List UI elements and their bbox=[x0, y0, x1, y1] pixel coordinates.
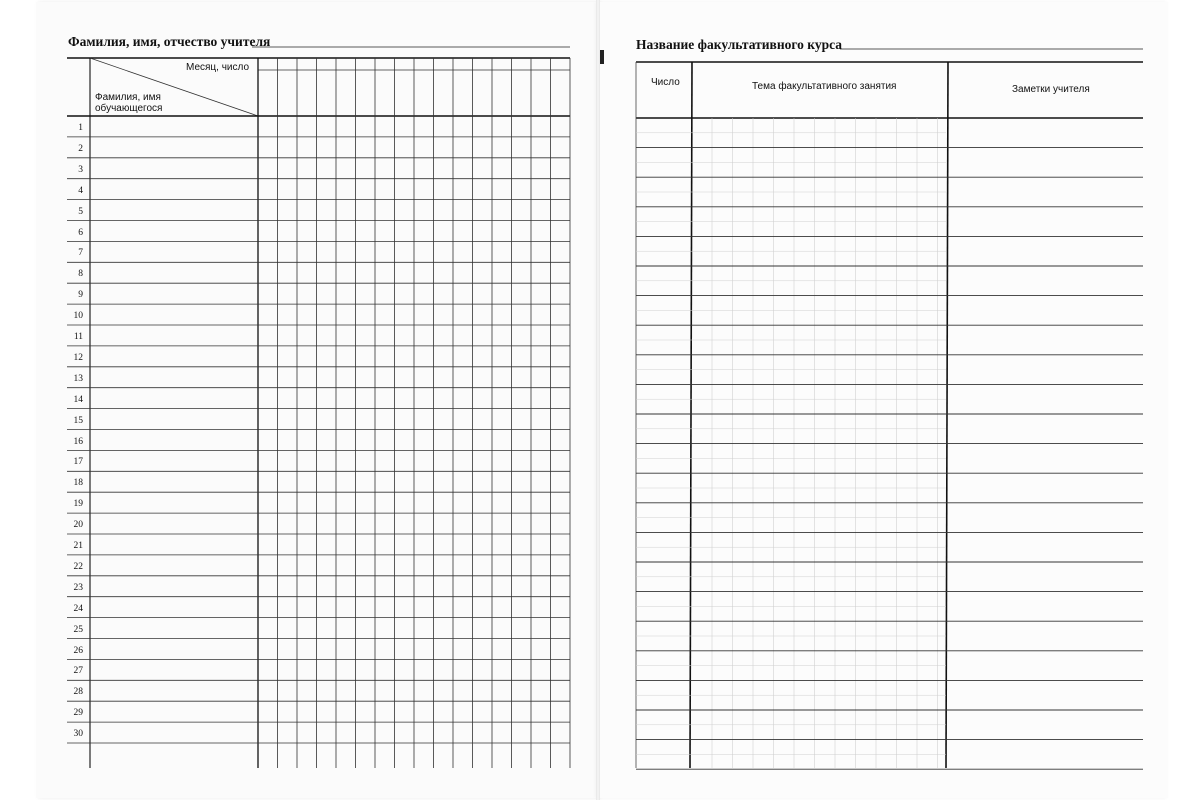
row-number: 9 bbox=[78, 290, 83, 301]
row-number: 16 bbox=[73, 436, 83, 447]
student-name-header: Фамилия, имя обучающегося bbox=[95, 92, 163, 114]
row-number: 30 bbox=[73, 729, 83, 740]
date-column-header: Число bbox=[651, 77, 680, 88]
row-number: 22 bbox=[73, 561, 83, 572]
row-number: 14 bbox=[73, 394, 83, 405]
row-number: 26 bbox=[73, 645, 83, 656]
row-number: 10 bbox=[73, 311, 83, 322]
row-number: 4 bbox=[78, 185, 83, 196]
course-name-label: Название факультативного курса bbox=[636, 37, 843, 52]
row-number: 5 bbox=[78, 206, 83, 217]
date-topic-divider bbox=[690, 62, 692, 768]
topic-notes-divider bbox=[946, 62, 948, 768]
row-number: 1 bbox=[78, 123, 83, 133]
row-number: 12 bbox=[73, 352, 83, 363]
row-number: 18 bbox=[73, 478, 83, 489]
row-number: 23 bbox=[73, 582, 83, 593]
row-number: 17 bbox=[73, 457, 83, 468]
row-number: 8 bbox=[78, 269, 83, 280]
row-number: 3 bbox=[78, 164, 83, 175]
row-number: 15 bbox=[73, 415, 83, 426]
row-number: 20 bbox=[73, 520, 83, 531]
notes-column-header: Заметки учителя bbox=[1012, 84, 1090, 95]
topic-column-header: Тема факультативного занятия bbox=[752, 81, 897, 92]
row-number: 25 bbox=[73, 624, 83, 635]
row-number: 19 bbox=[73, 499, 83, 510]
row-number: 11 bbox=[73, 332, 83, 342]
teacher-name-label: Фамилия, имя, отчество учителя bbox=[68, 34, 271, 49]
row-number: 24 bbox=[73, 603, 83, 614]
month-date-header: Месяц, число bbox=[186, 62, 250, 73]
row-number: 13 bbox=[73, 373, 83, 384]
row-number: 27 bbox=[73, 666, 83, 677]
row-number: 7 bbox=[78, 248, 83, 259]
row-number: 6 bbox=[78, 227, 83, 238]
row-number: 2 bbox=[78, 143, 83, 154]
row-number: 29 bbox=[73, 708, 83, 719]
row-number: 21 bbox=[73, 541, 83, 551]
row-number: 28 bbox=[73, 687, 83, 698]
